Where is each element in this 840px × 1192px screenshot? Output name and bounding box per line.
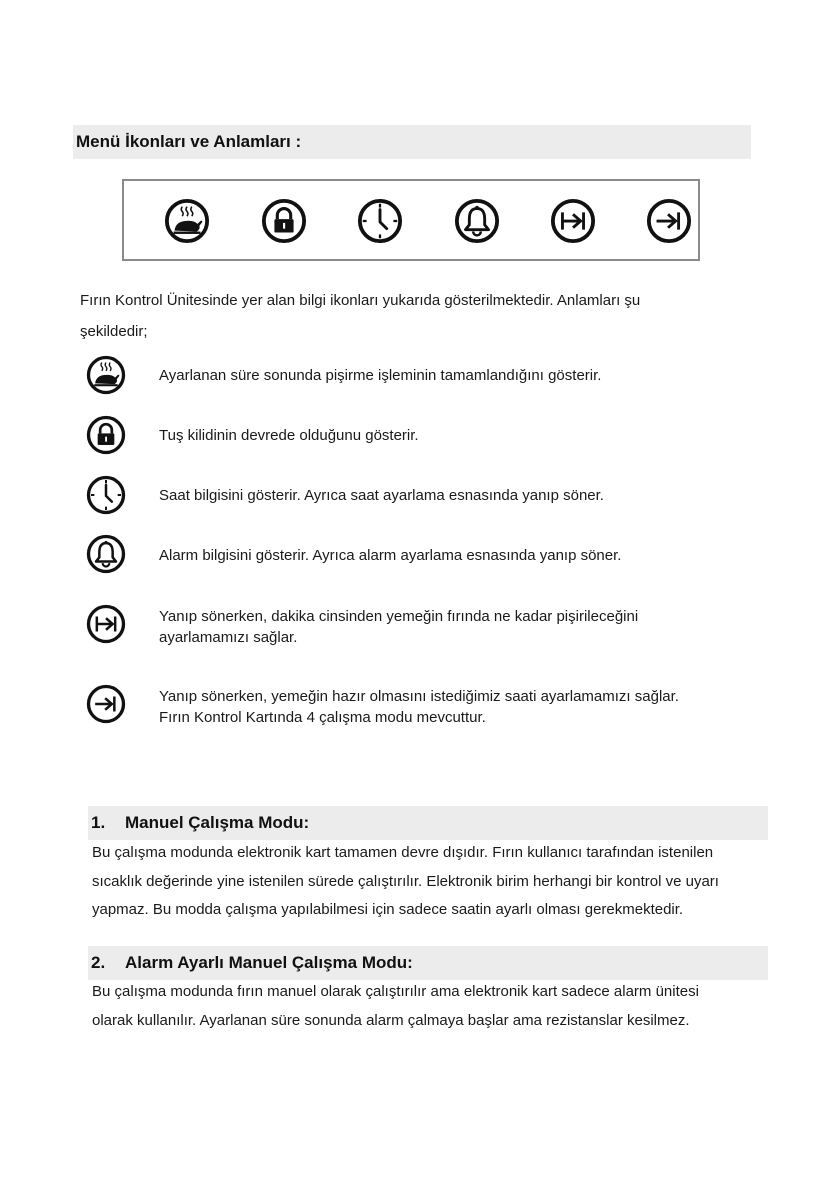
alarm-bell-icon — [86, 534, 126, 574]
section-title: Menü İkonları ve Anlamları : — [76, 132, 302, 151]
description-end-time-line-1: Yanıp sönerken, yemeğin hazır olmasını istediğimiz saati ayarlamamızı sağlar. — [159, 688, 679, 705]
description-end-time-line-2: Fırın Kontrol Kartında 4 çalışma modu mevcuttur. — [159, 709, 486, 726]
mode-1-number: 1. — [91, 813, 106, 832]
mode-1-header — [88, 806, 768, 840]
clock-icon — [357, 198, 403, 244]
description-clock: Saat bilgisini gösterir. Ayrıca saat ayarlama esnasında yanıp söner. — [159, 487, 604, 504]
end-time-icon — [86, 684, 126, 724]
duration-icon — [86, 604, 126, 644]
key-lock-icon — [261, 198, 307, 244]
mode-1-title: Manuel Çalışma Modu: — [125, 813, 310, 832]
menu-icons-header — [73, 125, 751, 159]
mode-2-header — [88, 946, 768, 980]
description-duration-line-2: ayarlamamızı sağlar. — [159, 629, 298, 646]
end-time-icon — [646, 198, 692, 244]
intro-line-1: Fırın Kontrol Ünitesinde yer alan bilgi ikonları yukarıda gösterilmektedir. Anlamları şu — [80, 292, 641, 309]
key-lock-icon — [86, 415, 126, 455]
mode-1-line-2: sıcaklık değerinde yine istenilen sürede çalıştırılır. Elektronik birim herhangi bir kontrol ve uyarı — [92, 873, 719, 890]
mode-1-line-1: Bu çalışma modunda elektronik kart tamamen devre dışıdır. Fırın kullanıcı tarafından istenilen — [92, 844, 714, 861]
cooking-done-icon — [164, 198, 210, 244]
mode-2-title: Alarm Ayarlı Manuel Çalışma Modu: — [125, 953, 413, 972]
clock-icon — [86, 475, 126, 515]
duration-icon — [550, 198, 596, 244]
alarm-bell-icon — [454, 198, 500, 244]
icon-strip — [122, 179, 700, 261]
description-duration-line-1: Yanıp sönerken, dakika cinsinden yemeğin fırında ne kadar pişirileceğini — [159, 608, 639, 625]
intro-line-2: şekildedir; — [80, 323, 148, 340]
mode-2-number: 2. — [91, 953, 106, 972]
description-key-lock: Tuş kilidinin devrede olduğunu gösterir. — [159, 427, 419, 444]
mode-2-line-2: olarak kullanılır. Ayarlanan süre sonunda alarm çalmaya başlar ama rezistanslar kesilmez. — [92, 1012, 690, 1029]
mode-1-line-3: yapmaz. Bu modda çalışma yapılabilmesi için sadece saatin ayarlı olması gerekmektedir. — [92, 901, 684, 918]
description-cooking-done: Ayarlanan süre sonunda pişirme işleminin tamamlandığını gösterir. — [159, 367, 602, 384]
mode-2-line-1: Bu çalışma modunda fırın manuel olarak çalıştırılır ama elektronik kart sadece alarm ünitesi — [92, 983, 699, 1000]
cooking-done-icon — [86, 355, 126, 395]
description-alarm: Alarm bilgisini gösterir. Ayrıca alarm ayarlama esnasında yanıp söner. — [159, 547, 622, 564]
